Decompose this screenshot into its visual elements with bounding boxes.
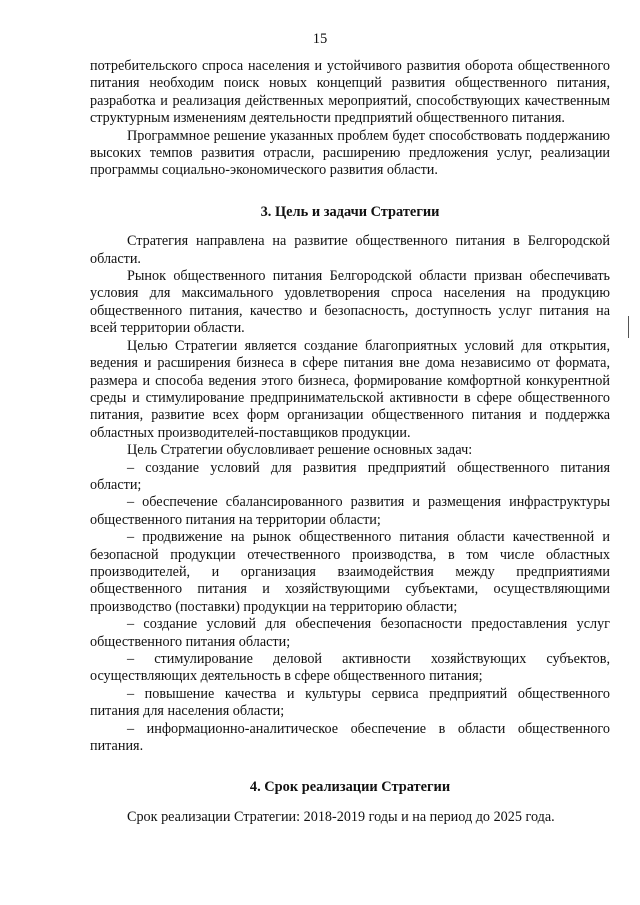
page-body (90, 58, 610, 826)
task-list-item: – повышение качества и культуры сервиса предприятий общественного питания для населения области; (90, 685, 610, 720)
section-3-paragraph-3: Целью Стратегии является создание благоприятных условий для открытия, ведения и расширения бизнеса в сфере питания вне дома независимо от формата, размера и способа ведения этого бизнеса, формирование комфортной конкурентной среды и стимулирование предпринимательской активности в сфере общественного питания, развитие всех форм организации общественного питания и поддержка областных производителей-поставщиков продукции. (90, 337, 610, 441)
section-4-heading: 4. Срок реализации Стратегии (249, 779, 451, 796)
task-list-item: – создание условий для обеспечения безопасности предоставления услуг общественного питания области; (90, 616, 610, 650)
section-3-paragraph-1: Стратегия направлена на развитие общественного питания в Белгородской области. (90, 233, 610, 267)
section-4-paragraph-1: Срок реализации Стратегии: 2018-2019 годы и на период до 2025 года. (127, 808, 555, 825)
task-list-item: – обеспечение сбалансированного развития и размещения инфраструктуры общественного питания на территории области; (90, 494, 610, 528)
intro-paragraph-2: Программное решение указанных проблем будет способствовать поддержанию высоких темпов развития отрасли, расширению предложения услуг, реализации программы социально-экономического развития области. (90, 127, 610, 179)
section-3-paragraph-4: Цель Стратегии обусловливает решение основных задач: (127, 442, 473, 459)
scan-margin-mark (628, 316, 629, 338)
task-list-item: – стимулирование деловой активности хозяйствующих субъектов, осуществляющих деятельность в сфере общественного питания; (90, 651, 610, 685)
page-number: 15 (312, 31, 328, 47)
task-list-item: – создание условий для развития предприятий общественного питания области; (90, 459, 610, 493)
section-3-paragraph-2: Рынок общественного питания Белгородской области призван обеспечивать условия для максимального удовлетворения спроса населения на продукцию общественного питания, качество и безопасность, доступность услуг питания на всей территории области. (90, 268, 610, 337)
task-list-item: – продвижение на рынок общественного питания области качественной и безопасной продукции отечественного производства, в том числе областных производителей, и организация взаимодействия между предприятиями общественного питания и хозяйствующими субъектами, осуществляющими производство (поставки) продукции на территорию области; (90, 529, 610, 615)
intro-paragraph-1: потребительского спроса населения и устойчивого развития оборота общественного питания необходим поиск новых концепций развития общественного питания, разработка и реализация действенных мероприятий, способствующих качественным структурным изменениям деятельности предприятий общественного питания. (90, 58, 610, 127)
task-list-item: – информационно-аналитическое обеспечение в области общественного питания. (90, 720, 610, 755)
section-3-heading: 3. Цель и задачи Стратегии (260, 203, 440, 220)
